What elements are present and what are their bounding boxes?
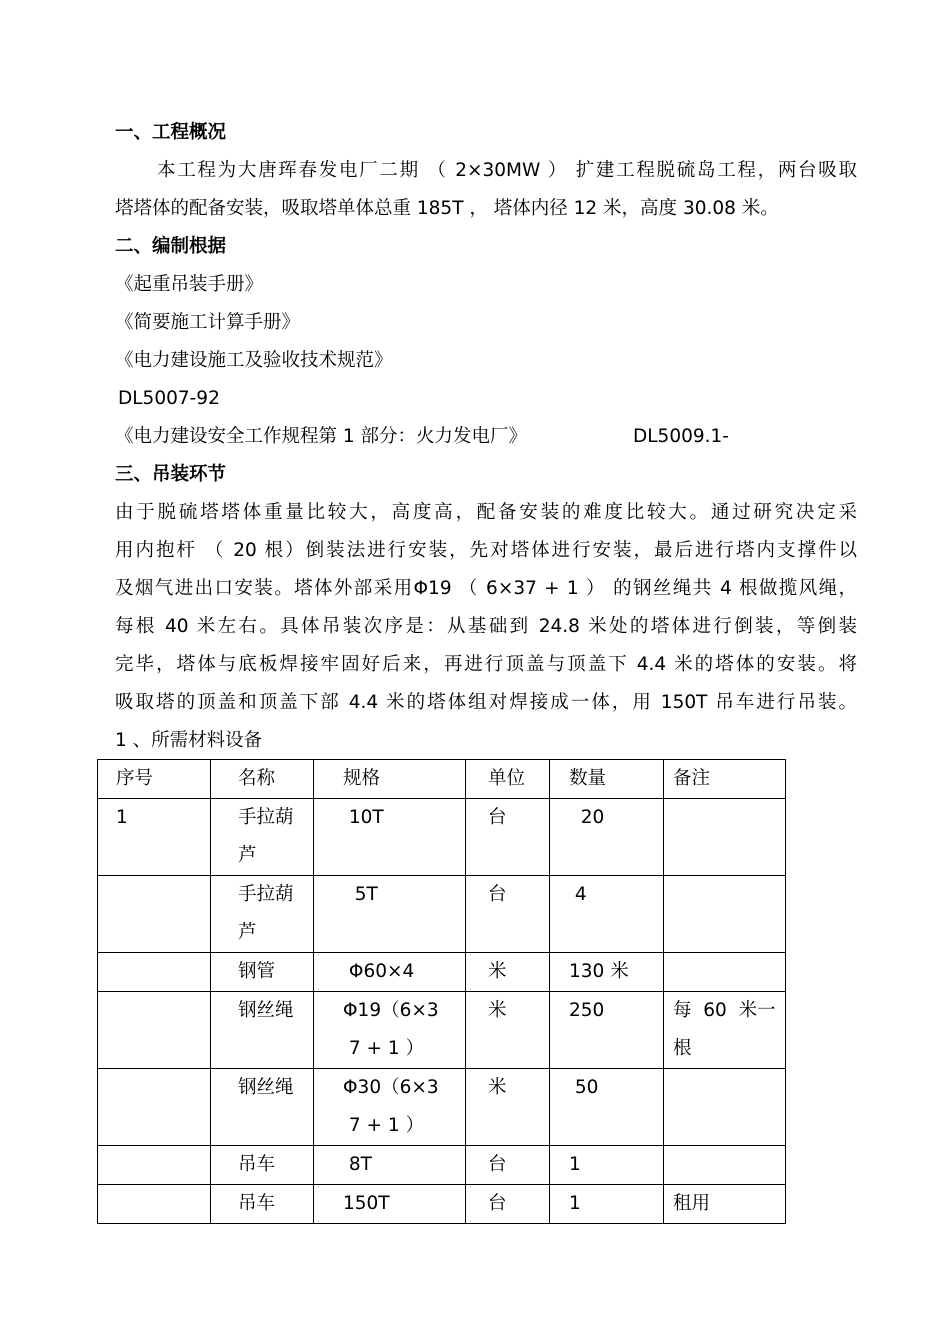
lifting-line-3: 及烟气进出口安装。塔体外部采用Φ19 （ 6×37 + 1 ） 的钢丝绳共 4 根做揽风绳，: [115, 578, 857, 599]
section-heading-overview: 一、工程概况: [115, 122, 227, 143]
section-heading-basis: 二、编制根据: [115, 236, 227, 257]
cell-note: [664, 992, 786, 1069]
header-no: 序号: [98, 760, 211, 799]
cell-no: [98, 1069, 211, 1146]
cell-spec: [314, 1069, 466, 1146]
cell-note: [664, 876, 786, 953]
cell-spec: [314, 1185, 466, 1224]
cell-name: [211, 953, 314, 992]
table-row: [98, 1069, 786, 1146]
cell-name-line: 手拉葫: [238, 807, 294, 828]
cell-name-line: 吊车: [238, 1154, 276, 1175]
section-heading-lifting: 三、吊装环节: [115, 464, 227, 485]
cell-spec: [314, 992, 466, 1069]
cell-note: [664, 1185, 786, 1224]
cell-unit: 台: [466, 876, 550, 953]
cell-spec: [314, 876, 466, 953]
cell-no: 1: [98, 799, 211, 876]
reference-code: DL5007-92: [118, 388, 220, 409]
table-row: [98, 1146, 786, 1185]
table-row: [98, 799, 786, 876]
lifting-line-4: 每根 40 米左右。具体吊装次序是：从基础到 24.8 米处的塔体进行倒装，等倒装: [115, 616, 857, 637]
table-row: [98, 876, 786, 953]
cell-no: [98, 1185, 211, 1224]
lifting-line-6: 吸取塔的顶盖和顶盖下部 4.4 米的塔体组对焊接成一体，用 150T 吊车进行吊装。: [115, 692, 857, 713]
cell-qty: 130 米: [550, 953, 664, 992]
table-row: [98, 953, 786, 992]
reference-item: 《起重吊装手册》: [115, 274, 264, 295]
cell-name: [211, 799, 314, 876]
cell-name-line: 钢丝绳: [238, 1077, 294, 1098]
cell-name-line: 钢管: [238, 961, 276, 982]
header-unit: 单位: [466, 760, 550, 799]
cell-note-line: 租用: [673, 1193, 711, 1214]
cell-name: [211, 876, 314, 953]
table-row: [98, 1185, 786, 1224]
reference-code: DL5009.1-: [633, 426, 729, 447]
cell-no: [98, 1146, 211, 1185]
lifting-line-2: 用内抱杆 （ 20 根）倒装法进行安装，先对塔体进行安装，最后进行塔内支撑件以: [115, 540, 857, 561]
lifting-line-5: 完毕，塔体与底板焊接牢固好后来，再进行顶盖与顶盖下 4.4 米的塔体的安装。将: [115, 654, 857, 675]
cell-note: [664, 799, 786, 876]
cell-spec-line: Φ19（6×3: [343, 1000, 439, 1021]
cell-spec: [314, 799, 466, 876]
header-qty: 数量: [550, 760, 664, 799]
cell-note-line: 根: [673, 1038, 692, 1059]
cell-qty: 4: [550, 876, 664, 953]
cell-unit: 台: [466, 1185, 550, 1224]
cell-spec-line: Φ30（6×3: [343, 1077, 439, 1098]
cell-spec-line: 7 + 1 ）: [343, 1038, 425, 1059]
overview-line-1: 本工程为大唐珲春发电厂二期 （ 2×30MW ） 扩建工程脱硫岛工程，两台吸取: [157, 160, 857, 181]
cell-no: [98, 876, 211, 953]
cell-qty: 1: [550, 1146, 664, 1185]
cell-name: [211, 992, 314, 1069]
cell-no: [98, 953, 211, 992]
cell-spec: [314, 953, 466, 992]
cell-name: [211, 1146, 314, 1185]
cell-spec: [314, 1146, 466, 1185]
cell-unit: 台: [466, 799, 550, 876]
cell-note-line: 每 60 米一: [673, 1000, 776, 1021]
header-name: 名称: [211, 760, 314, 799]
reference-item: 《电力建设施工及验收技术规范》: [115, 350, 393, 371]
cell-unit: 米: [466, 953, 550, 992]
cell-unit: 米: [466, 1069, 550, 1146]
cell-spec-line: 5T: [343, 884, 378, 905]
header-note: 备注: [664, 760, 786, 799]
header-spec: 规格: [314, 760, 466, 799]
table-header-row: [98, 760, 786, 799]
cell-note: [664, 1146, 786, 1185]
cell-name-line: 钢丝绳: [238, 1000, 294, 1021]
cell-name-line: 手拉葫: [238, 884, 294, 905]
cell-spec-line: 7 + 1 ）: [343, 1115, 425, 1136]
reference-item: 《简要施工计算手册》: [115, 312, 301, 333]
materials-subheading: 1 、所需材料设备: [115, 730, 263, 751]
cell-qty: 20: [550, 799, 664, 876]
cell-note: [664, 1069, 786, 1146]
cell-name: [211, 1185, 314, 1224]
cell-name-line: 芦: [238, 922, 257, 943]
overview-line-2: 塔塔体的配备安装，吸取塔单体总重 185T ， 塔体内径 12 米，高度 30.08 米。: [115, 198, 779, 219]
cell-unit: 台: [466, 1146, 550, 1185]
cell-no: [98, 992, 211, 1069]
cell-spec-line: 8T: [343, 1154, 372, 1175]
cell-qty: 250: [550, 992, 664, 1069]
cell-qty: 1: [550, 1185, 664, 1224]
cell-spec-line: Φ60×4: [343, 961, 415, 982]
cell-name-line: 吊车: [238, 1193, 276, 1214]
cell-qty: 50: [550, 1069, 664, 1146]
cell-spec-line: 10T: [343, 807, 384, 828]
lifting-line-1: 由于脱硫塔塔体重量比较大，高度高，配备安装的难度比较大。通过研究决定采: [115, 502, 857, 523]
cell-name: [211, 1069, 314, 1146]
cell-spec-line: 150T: [343, 1193, 390, 1214]
reference-item: 《电力建设安全工作规程第 1 部分：火力发电厂》: [115, 426, 528, 447]
cell-unit: 米: [466, 992, 550, 1069]
table-row: [98, 992, 786, 1069]
materials-table: [97, 759, 786, 1224]
cell-name-line: 芦: [238, 845, 257, 866]
cell-note: [664, 953, 786, 992]
